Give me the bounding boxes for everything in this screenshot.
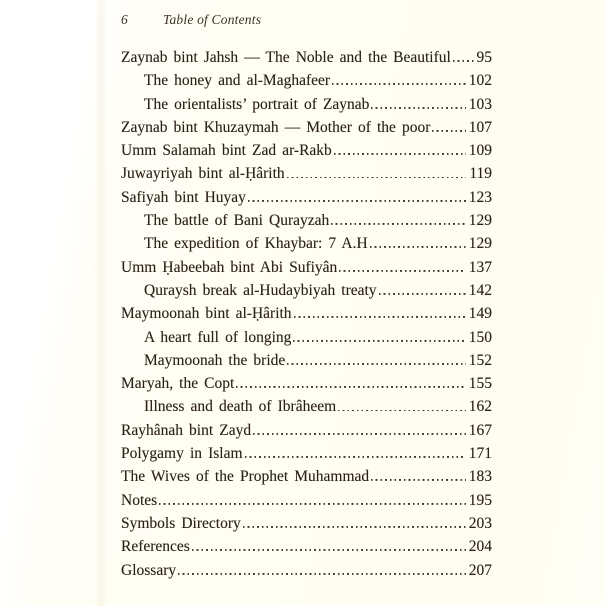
- toc-entry-title: Notes: [121, 491, 158, 509]
- toc-entry-title: Symbols Directory: [121, 514, 241, 532]
- toc-entry-page: 152: [468, 351, 492, 369]
- toc-entry-page: 109: [468, 142, 492, 160]
- toc-entry: [121, 49, 492, 72]
- toc-entry-page: 203: [468, 514, 492, 532]
- toc-entry-title: References: [121, 538, 190, 556]
- toc-entry-title: The battle of Bani Qurayzah: [144, 212, 330, 230]
- dot-leader-icon: [245, 455, 466, 458]
- toc-entry: [121, 119, 492, 142]
- toc-entry-page: 103: [468, 95, 492, 113]
- toc-entry: [121, 165, 492, 188]
- toc-entry: [121, 562, 492, 585]
- toc-entry-title: The orientalists’ portrait of Zaynab: [144, 95, 370, 113]
- dot-leader-icon: [339, 269, 465, 272]
- toc-entry: [121, 422, 492, 445]
- toc-entry: [121, 329, 492, 352]
- dot-leader-icon: [338, 408, 466, 411]
- toc-entry-page: 195: [468, 491, 492, 509]
- toc-entry-title: Illness and death of Ibrâheem: [144, 398, 337, 416]
- dot-leader-icon: [192, 548, 466, 551]
- toc-entry: [121, 515, 492, 538]
- toc-entry: [121, 212, 492, 235]
- page-gutter-shade: [95, 0, 107, 606]
- toc-entry-title: Rayhânah bint Zayd: [121, 421, 252, 439]
- dot-leader-icon: [371, 106, 465, 109]
- dot-leader-icon: [178, 572, 466, 575]
- dot-leader-icon: [293, 339, 465, 342]
- toc-entry: [121, 538, 492, 561]
- dot-leader-icon: [370, 245, 466, 248]
- toc-entry: [121, 468, 492, 491]
- toc-entry-title: Quraysh break al-Hudaybiyah treaty: [144, 281, 377, 299]
- toc-entry-page: 129: [468, 235, 492, 253]
- running-title: Table of Contents: [163, 12, 262, 27]
- toc-entry-title: Umm Salamah bint Zad ar-Rakb: [121, 142, 332, 160]
- dot-leader-icon: [432, 129, 465, 132]
- toc-entry: [121, 375, 492, 398]
- toc-entry: [121, 72, 492, 95]
- toc-entry-page: 167: [468, 421, 492, 439]
- toc-entry: [121, 96, 492, 119]
- toc-entry-title: Safiyah bint Huyay: [121, 188, 246, 206]
- toc-entry: [121, 259, 492, 282]
- toc-entry-page: 119: [469, 165, 492, 183]
- toc-entry: [121, 189, 492, 212]
- toc-entry-title: Maymoonah the bride: [144, 351, 286, 369]
- dot-leader-icon: [248, 199, 466, 202]
- toc-entry: [121, 352, 492, 375]
- toc-entry-page: 137: [468, 258, 492, 276]
- toc-entry: [121, 398, 492, 421]
- dot-leader-icon: [453, 59, 474, 62]
- dot-leader-icon: [294, 315, 466, 318]
- toc-entry-page: 207: [468, 561, 492, 579]
- dot-leader-icon: [379, 292, 466, 295]
- dot-leader-icon: [332, 82, 466, 85]
- toc-entry-title: The honey and al-Maghafeer: [144, 72, 331, 90]
- dot-leader-icon: [334, 152, 466, 155]
- dot-leader-icon: [287, 362, 465, 365]
- toc-entry: [121, 492, 492, 515]
- toc-entry: [121, 445, 492, 468]
- toc-entry-title: Zaynab bint Khuzaymah — Mother of the poor: [121, 118, 431, 136]
- toc-entry-title: Glossary: [121, 561, 177, 579]
- dot-leader-icon: [243, 525, 466, 528]
- toc-list: [121, 49, 492, 585]
- toc-entry-title: Maryah, the Copt: [121, 375, 235, 393]
- toc-entry-page: 171: [468, 445, 492, 463]
- toc-entry: [121, 282, 492, 305]
- toc-entry-title: Juwayriyah bint al-Ḥârith: [121, 165, 285, 183]
- toc-entry-title: Zaynab bint Jahsh — The Noble and the Beautiful: [121, 49, 451, 66]
- toc-entry-page: 204: [468, 538, 492, 556]
- toc-entry-page: 183: [468, 468, 492, 486]
- toc-entry-title: A heart full of longing: [144, 328, 292, 346]
- toc-entry: [121, 305, 492, 328]
- toc-entry-page: 129: [468, 212, 492, 230]
- toc-entry-title: Maymoonah bint al-Ḥârith: [121, 305, 292, 323]
- page-header: [121, 12, 261, 28]
- toc-entry-page: 123: [468, 188, 492, 206]
- dot-leader-icon: [159, 502, 466, 505]
- toc-entry: [121, 235, 492, 258]
- toc-entry-page: 149: [468, 305, 492, 323]
- folio-page-number: 6: [121, 12, 128, 27]
- toc-entry-page: 155: [468, 375, 492, 393]
- toc-entry-page: 95: [476, 49, 492, 66]
- dot-leader-icon: [371, 478, 466, 481]
- toc-entry-title: Umm Ḥabeebah bint Abi Sufiyân: [121, 258, 338, 276]
- dot-leader-icon: [236, 385, 465, 388]
- toc-entry: [121, 142, 492, 165]
- toc-entry-page: 142: [468, 281, 492, 299]
- toc-entry-page: 150: [468, 328, 492, 346]
- toc-entry-page: 102: [468, 72, 492, 90]
- toc-entry-page: 107: [468, 118, 492, 136]
- dot-leader-icon: [331, 222, 465, 225]
- dot-leader-icon: [287, 175, 467, 178]
- dot-leader-icon: [253, 432, 466, 435]
- toc-entry-title: The expedition of Khaybar: 7 A.H: [144, 235, 368, 253]
- toc-entry-title: Polygamy in Islam: [121, 445, 243, 463]
- toc-entry-title: The Wives of the Prophet Muhammad: [121, 468, 370, 486]
- toc-entry-page: 162: [468, 398, 492, 416]
